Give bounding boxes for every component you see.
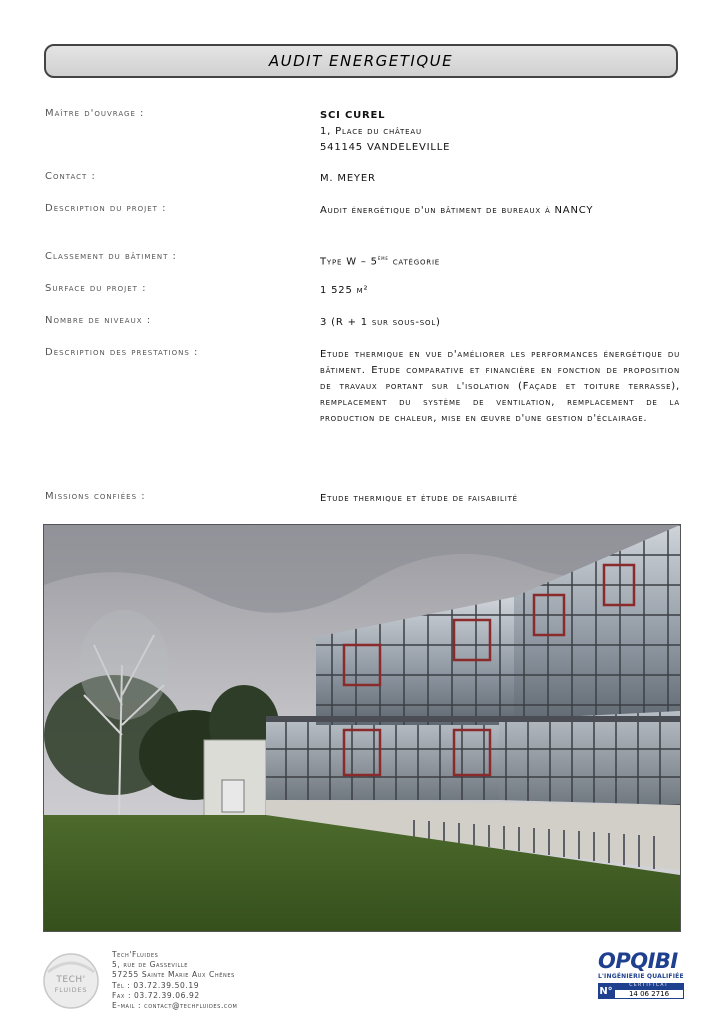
footer-address-2: 57255 Sainte Marie Aux Chênes [112, 970, 235, 980]
footer-address-1: 5, rue de Gasseville [112, 960, 188, 970]
logo-text-line-2: FLUIDES [54, 986, 88, 994]
field-label: Surface du projet : [45, 283, 147, 294]
footer-company: Tech'Fluides [112, 950, 159, 959]
field-value: M. MEYER [320, 173, 376, 184]
field-label: Maître d'ouvrage : [45, 108, 145, 119]
classement-prefix: Type W – 5 [320, 256, 378, 268]
opqibi-certification-logo [598, 950, 684, 1010]
building-photo-illustration [44, 525, 680, 931]
footer-fax: Fax : 03.72.39.06.92 [112, 990, 200, 1000]
field-value: 3 (R + 1 sur sous-sol) [320, 317, 441, 328]
footer-contact-block [112, 950, 237, 1011]
footer-tel: Tél : 03.72.39.50.19 [112, 980, 200, 990]
client-city-line: 541145 VANDELEVILLE [320, 142, 451, 153]
opqibi-tagline: L'INGÉNIERIE QUALIFIÉE [598, 973, 684, 980]
canopy [266, 716, 680, 722]
certificate-bar [598, 983, 684, 999]
certificate-number: 14 06 2716 [614, 989, 684, 999]
document-title-box [44, 44, 678, 78]
hvac-unit [222, 780, 244, 812]
classement-superscript: ème [377, 255, 389, 262]
certificate-label: CERTIFICAT [614, 983, 684, 989]
footer-email[interactable]: E-mail : contact@techfluides.com [112, 1001, 238, 1011]
classement-suffix: catégorie [388, 256, 441, 268]
field-value: 1 525 m² [320, 285, 369, 296]
field-value [320, 108, 680, 156]
field-value: Audit énergétique d'un bâtiment de bureaux à NANCY [320, 205, 594, 216]
document-title: AUDIT ENERGETIQUE [268, 52, 454, 70]
techfluides-logo [42, 952, 100, 1010]
field-label: Nombre de niveaux : [45, 315, 152, 326]
client-name: SCI CUREL [320, 110, 386, 121]
field-value: Etude thermique et étude de faisabilité [320, 493, 518, 504]
field-label: Description du projet : [45, 203, 167, 214]
field-label: Description des prestations : [45, 347, 199, 358]
client-address-line: 1, Place du château [320, 126, 422, 137]
logo-text-line-1: TECH' [56, 975, 86, 985]
field-label: Classement du bâtiment : [45, 251, 177, 262]
field-value: Etude thermique en vue d'améliorer les performances énergétique du bâtiment. Etude comparative et financière en fonction de proposition de travaux portant sur l'isolation (Façade et toiture terrasse), remplacement du système de ventilation, remplacement de la production de chaleur, mise en œuvre d'une gestion d'éclairage. [320, 349, 680, 424]
certificate-n-label: N° [598, 983, 614, 999]
field-label: Contact : [45, 171, 96, 182]
opqibi-brand: OPQIBI [598, 949, 678, 973]
field-label: Missions confiées : [45, 491, 146, 502]
field-value [320, 251, 680, 270]
building-photo [43, 524, 681, 932]
